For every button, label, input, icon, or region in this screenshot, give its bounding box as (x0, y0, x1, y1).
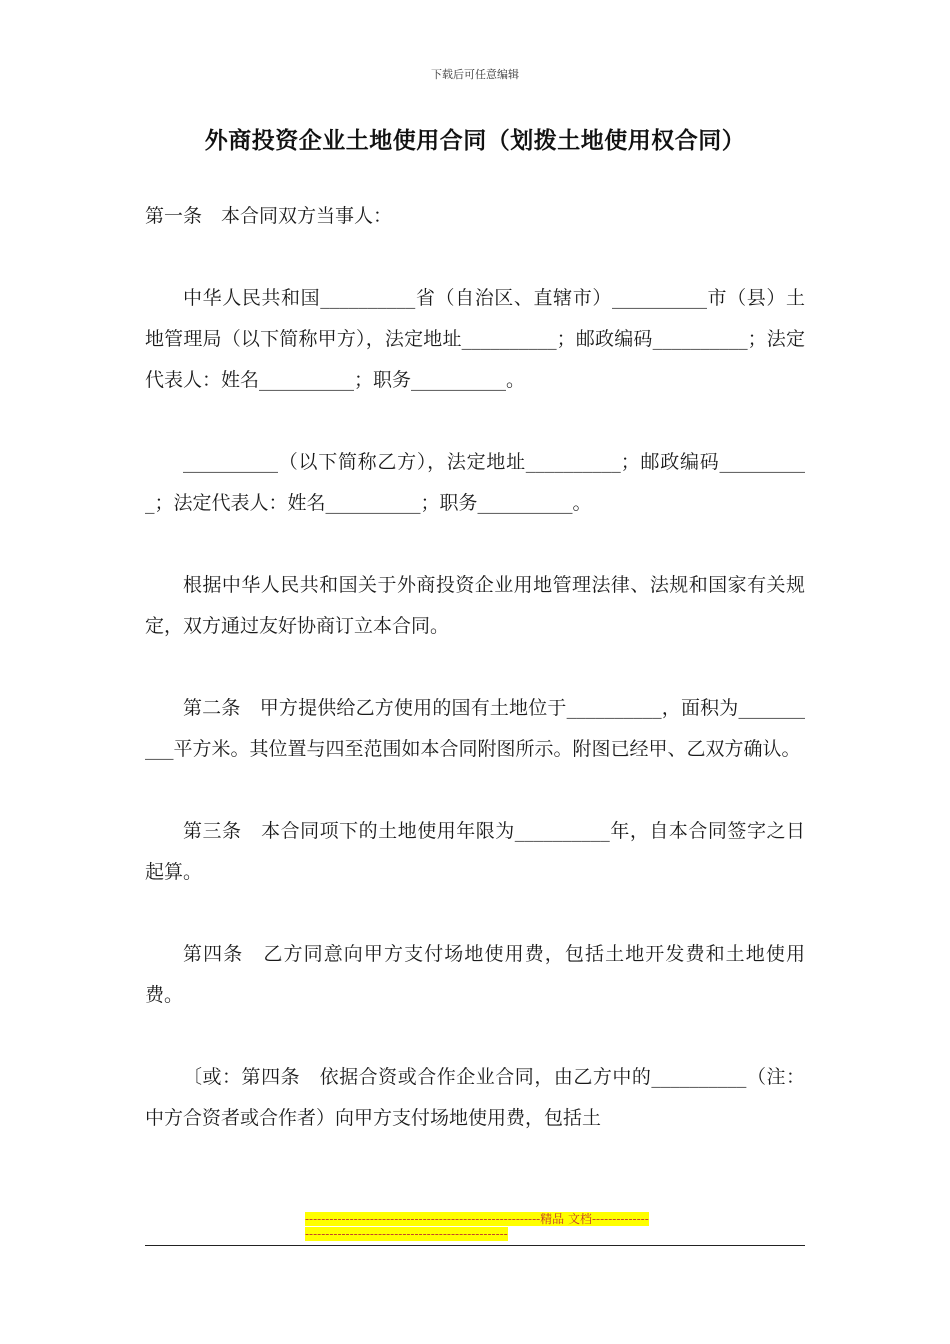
article-4-alternative-paragraph: 〔或：第四条 依据合资或合作企业合同，由乙方中的__________（注：中方合资者或合作者）向甲方支付场地使用费，包括土 (145, 1066, 805, 1129)
footer-divider (145, 1245, 805, 1246)
footer-banner-text: ----------------------------------------------------------精品 文档---------------------------------------------------------------- (305, 1212, 649, 1241)
document-body (145, 196, 805, 1139)
article-4-paragraph: 第四条 乙方同意向甲方支付场地使用费，包括土地开发费和土地使用费。 (145, 943, 805, 1006)
basis-paragraph: 根据中华人民共和国关于外商投资企业用地管理法律、法规和国家有关规定，双方通过友好协商订立本合同。 (145, 574, 805, 637)
header-note: 下载后可任意编辑 (431, 68, 519, 81)
article-1-heading: 第一条 本合同双方当事人： (145, 205, 393, 227)
article-3-paragraph: 第三条 本合同项下的土地使用年限为__________年，自本合同签字之日起算。 (145, 820, 805, 883)
footer-banner (305, 1212, 650, 1242)
party-b-paragraph: __________（以下简称乙方），法定地址__________；邮政编码__________；法定代表人：姓名__________；职务__________。 (145, 451, 805, 514)
document-title: 外商投资企业土地使用合同（划拨土地使用权合同） (204, 127, 746, 154)
party-a-paragraph: 中华人民共和国__________省（自治区、直辖市）__________市（县）土地管理局（以下简称甲方），法定地址__________；邮政编码__________；法定代表人：姓名__________；职务__________。 (145, 287, 805, 391)
article-2-paragraph: 第二条 甲方提供给乙方使用的国有土地位于__________，面积为__________平方米。其位置与四至范围如本合同附图所示。附图已经甲、乙双方确认。 (145, 697, 805, 760)
